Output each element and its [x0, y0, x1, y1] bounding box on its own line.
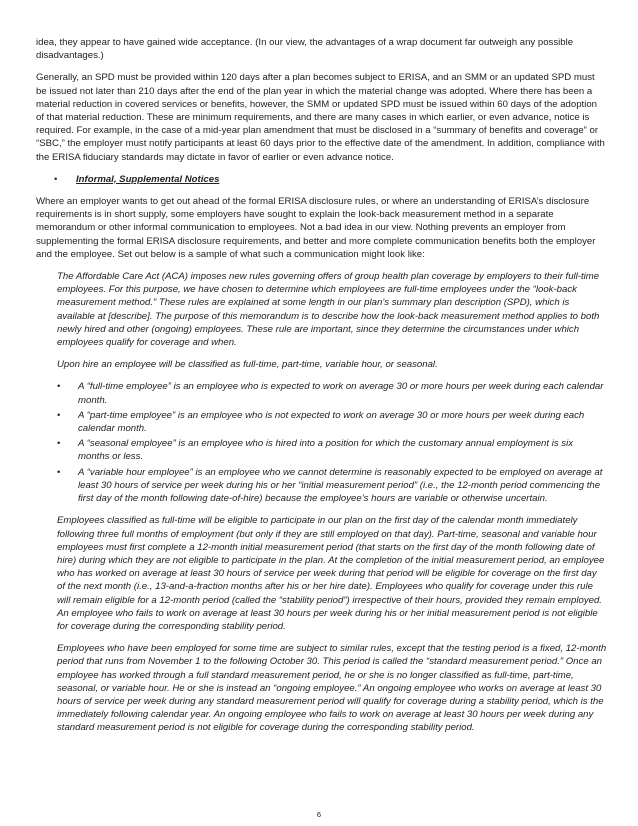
bullet-icon: • [57, 466, 61, 478]
list-item [57, 437, 607, 463]
memo-new-employees: Employees classified as full-time will be eligible to participate in our plan on the first day of the calendar month immediately following three full months of employment (but only if they are still employed on that day). Part-time, seasonal and variable hour employees must first complete a 12-month initial measurement period (that starts on the first day of the month following date of hire) during which they are not eligible to participate in the plan. At the completion of the initial measurement period, an employee who has worked on average at least 30 hours of service per week during that period will be eligible for coverage on the first day of the next month (i.e., 13-and-a-fraction months after his or her hire date). Employees who qualify for coverage under this rule will remain eligible for a 12-month period (called the “stability period”) irrespective of their hours, provided they remain employed. An employee who fails to work on average at least 30 hours per week during his or her initial measurement period is not eligible for coverage during the corresponding stability period. [57, 515, 605, 632]
list-item [57, 466, 607, 506]
list-item [57, 380, 607, 406]
list-item [57, 409, 607, 435]
section-heading-item [36, 173, 607, 186]
page-number: 6 [316, 810, 322, 819]
paragraph-continued: idea, they appear to have gained wide acceptance. (In our view, the advantages of a wrap document far outweigh any possible disadvantages.) [36, 37, 574, 62]
bullet-icon: • [54, 173, 58, 185]
bullet-icon: • [57, 381, 61, 393]
memo-upon-hire: Upon hire an employee will be classified as full-time, part-time, variable hour, or seasonal. [57, 359, 438, 371]
sample-memo [57, 270, 607, 735]
memo-ongoing-employees: Employees who have been employed for some time are subject to similar rules, except that the testing period is a fixed, 12-month period that runs from November 1 to the following October 30. This period is called the “standard measurement period.” Once an employee has worked through a full standard measurement period, he or she is no longer classified as full-time, part-time, seasonal, or variable hour. He or she is instead an “ongoing employee.” An ongoing employee who works on average at least 30 hours of service per week during any standard measurement period will qualify for coverage during a stability period, which is the immediately following calendar year. An ongoing employee who fails to work on average at least 30 hours per week during any standard measurement period is not eligible for coverage during the corresponding stability period. [57, 643, 607, 734]
paragraph-informal-notices: Where an employer wants to get out ahead of the formal ERISA disclosure rules, or where an understanding of ERISA’s disclosure requirements is in short supply, some employers have sought to explain the look-back measurement method in a separate memorandum or other informal communication to employees. Not a bad idea in our view. Nothing prevents an employer from supplementing the formal ERISA disclosure requirements, and better and more complete communication benefits both the employer and the employee. Set out below is a sample of what such a communication might look like: [36, 196, 596, 260]
definition-part-time: A “part-time employee” is an employee who is not expected to work on average 30 or more hours per week during each calendar month. [78, 409, 585, 435]
memo-intro: The Affordable Care Act (ACA) imposes new rules governing offers of group health plan coverage by employers to their full-time employees. For this purpose, we have chosen to determine which employees are full-time employees under the “look-back measurement method.” These rules are explained at some length in our plan’s summary plan description (SPD), which is available at [describe]. The purpose of this memorandum is to describe how the look-back measurement method applies to both newly hired and other (ongoing) employees. These rule are important, since they determine the circumstances under which employees qualify for coverage and when. [57, 271, 600, 349]
definition-full-time: A “full-time employee” is an employee who is expected to work on average 30 or more hours per week during each calendar month. [78, 381, 604, 406]
section-heading: Informal, Supplemental Notices [76, 173, 220, 185]
document-page [36, 36, 607, 744]
paragraph-spd-timing: Generally, an SPD must be provided within 120 days after a plan becomes subject to ERISA, and an SMM or an updated SPD must be issued not later than 210 days after the end of the plan year in which the material change was adopted. Where there has been a material reduction in covered services or benefits, however, the SMM or updated SPD must be issued within 60 days of the adoption of that material reduction. These are minimum requirements, and there are many cases in which earlier, or even advance, notice is required. For example, in the case of a mid-year plan amendment that must be disclosed in a “summary of benefits and coverage” or “SBC,” the employer must notify participants at least 60 days prior to the effective date of the amendment. In addition, compliance with the ERISA fiduciary standards may dictate in favor of earlier or even advance notice. [36, 72, 605, 163]
definition-list [57, 380, 607, 505]
bullet-icon: • [57, 438, 61, 450]
definition-variable-hour: A “variable hour employee” is an employee who we cannot determine is reasonably expected to be employed on average at least 30 hours of service per week during his or her “initial measurement period” (i.e., the 12-month period commencing the first day of the month following date-of-hire) because the employee’s hours are variable or otherwise uncertain. [78, 466, 603, 505]
definition-seasonal: A “seasonal employee” is an employee who is hired into a position for which the customary annual employment is six months or less. [78, 438, 574, 463]
bullet-icon: • [57, 409, 61, 421]
